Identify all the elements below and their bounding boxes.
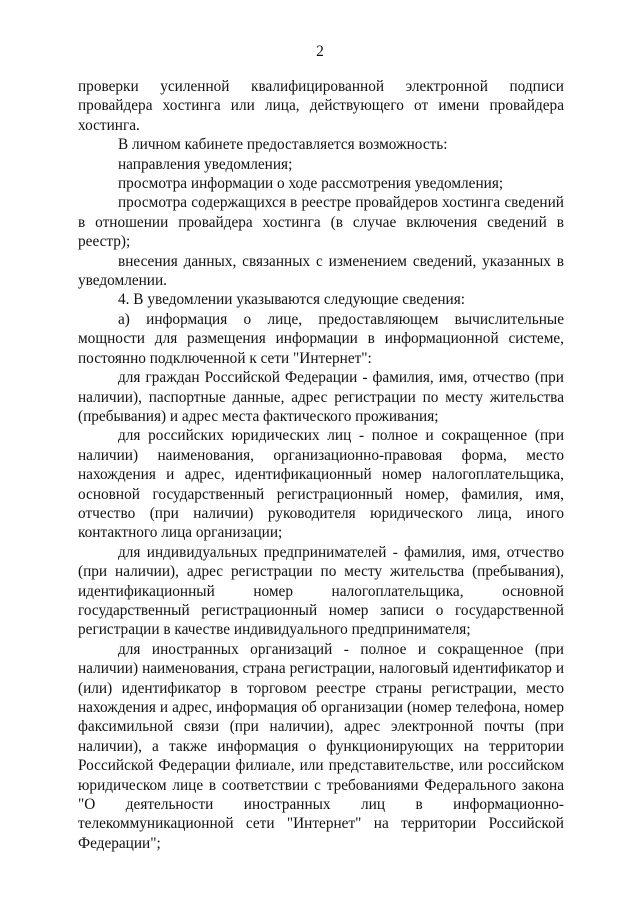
paragraph-section-4: 4. В уведомлении указываются следующие сведения: [118, 291, 466, 309]
paragraph-item-a: а) информация о лице, предоставляющем вычислительные мощности для размещения информации в информационной системе, постоянно подключенной к сети "Интернет": [78, 310, 564, 367]
paragraph-personal-account: В личном кабинете предоставляется возможность: [118, 136, 448, 154]
paragraph-citizens: для граждан Российской Федерации - фамилия, имя, отчество (при наличии), паспортные данные, адрес регистрации по месту жительства (пребывания) и адрес места фактического проживания; [78, 369, 564, 425]
paragraph-legal-entities: для российских юридических лиц - полное и сокращенное (при наличии) наименования, организационно-правовая форма, место нахождения и адрес, идентификационный номер налогоплательщика, основной государственный регистрационный номер, фамилия, имя, отчество (при наличии) руководителя юридического лица, иного контактного лица организации; [78, 427, 564, 542]
paragraph-foreign-organizations: для иностранных организаций - полное и сокращенное (при наличии) наименования, страна регистрации, налоговый идентификатор и (или) идентификатор в торговом реестре страны регистрации, место нахождения и адрес, информация об организации (номер телефона, номер факсимильной связи (при наличии), адрес электронной почты (при наличии), а также информация о функционирующих на территории Российской Федерации филиале, или представительстве, или российском юридическом лице в соответствии с требованиями Федерального закона "О деятельности иностранных лиц в информационно-телекоммуникационной сети "Интернет" на территории Российской Федерации"; [78, 640, 564, 852]
paragraph-signature-verification: проверки усиленной квалифицированной электронной подписи провайдера хостинга или лица, действующего от имени провайдера хостинга. [78, 78, 564, 134]
paragraph-enter-changes: внесения данных, связанных с изменением сведений, указанных в уведомлении. [78, 252, 564, 290]
paragraph-view-progress: просмотра информации о ходе рассмотрения уведомления; [118, 175, 504, 193]
paragraph-send-notification: направления уведомления; [118, 155, 293, 173]
paragraph-entrepreneurs: для индивидуальных предпринимателей - фамилия, имя, отчество (при наличии), адрес регистрации по месту жительства (пребывания), идентификационный номер налогоплательщика, основной государственный регистрационный номер записи о государственной регистрации в качестве индивидуального предпринимателя; [78, 543, 564, 639]
paragraph-view-registry: просмотра содержащихся в реестре провайдеров хостинга сведений в отношении провайдера хостинга (в случае включения сведений в реестр); [78, 194, 564, 251]
page-number: 2 [316, 43, 324, 60]
document-body [78, 77, 564, 853]
